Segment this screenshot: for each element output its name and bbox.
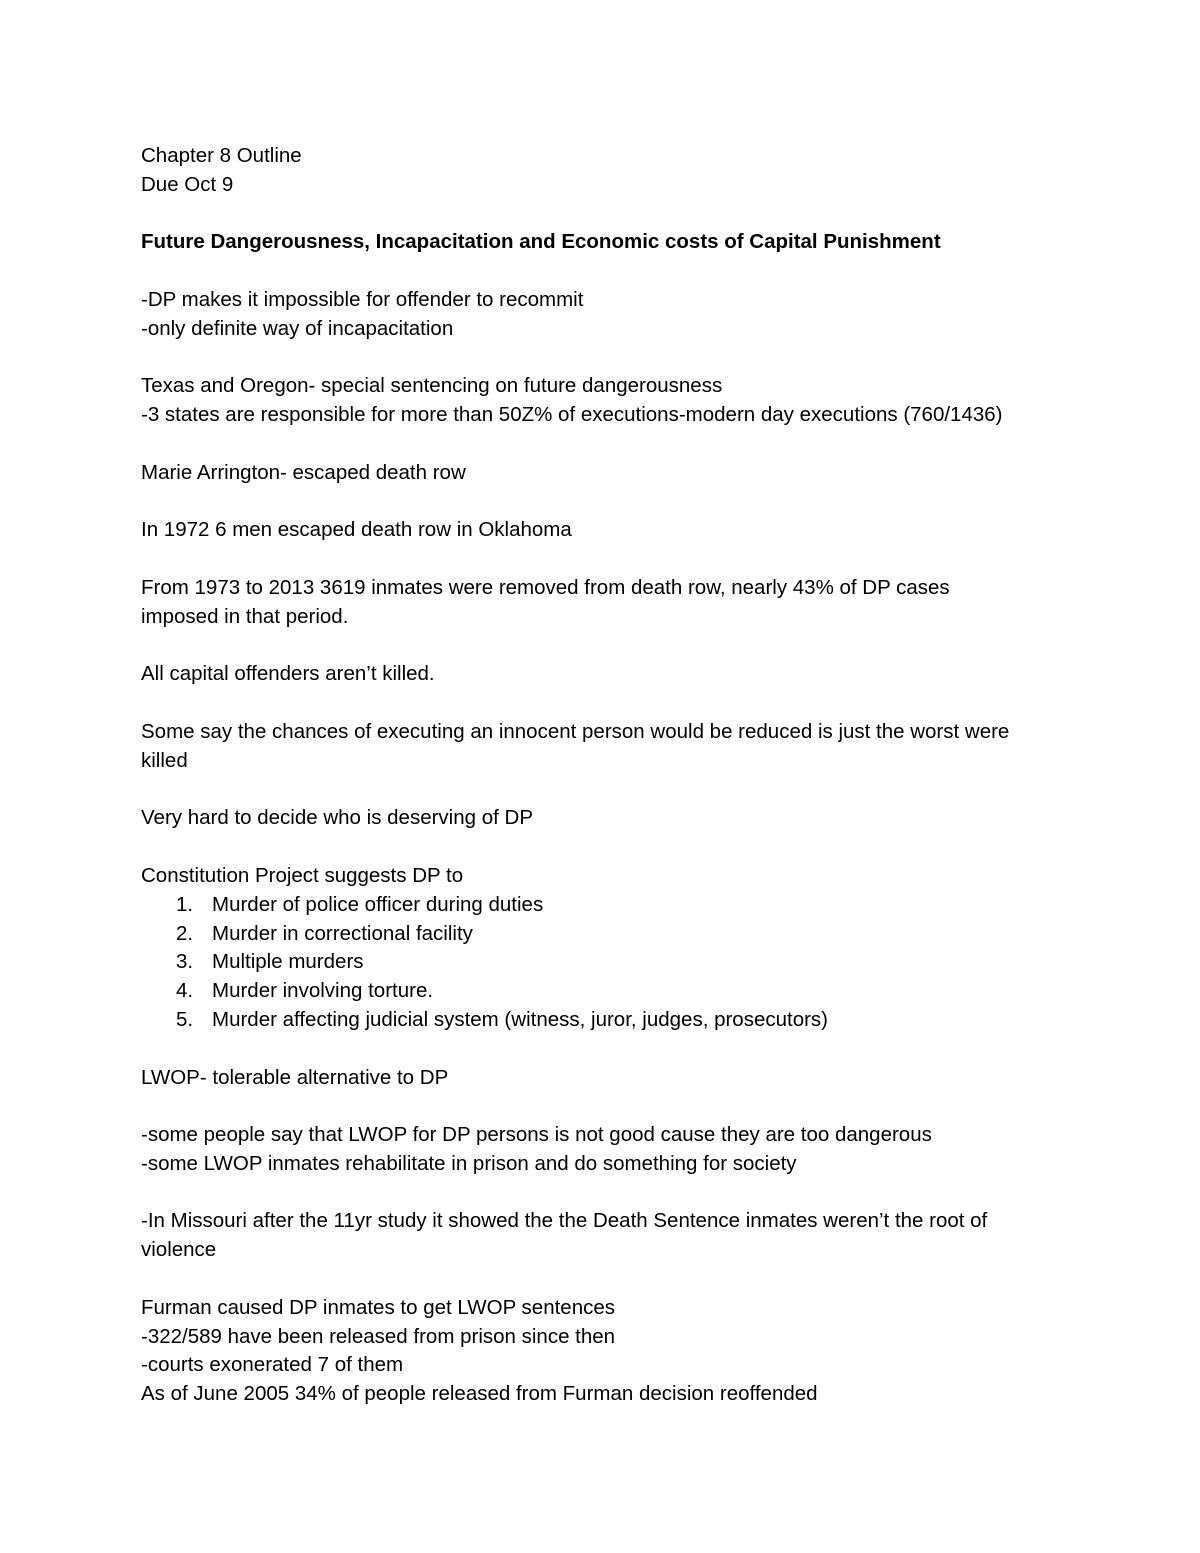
paragraph-line: -courts exonerated 7 of them [141,1353,404,1377]
paragraph-line: -DP makes it impossible for offender to recommit [141,287,584,311]
spacer [141,1092,1061,1121]
paragraph: Marie Arrington- escaped death row [141,460,466,484]
spacer [141,257,1061,286]
spacer [141,632,1061,661]
spacer [141,776,1061,805]
paragraph-line: As of June 2005 34% of people released from Furman decision reoffended [141,1382,818,1406]
paragraph-line: -some people say that LWOP for DP persons is not good cause they are too dangerous [141,1123,932,1147]
paragraph: All capital offenders aren’t killed. [141,662,435,686]
spacer [141,430,1061,459]
list-item: 4. Murder involving torture. [176,979,434,1003]
paragraph-line: Texas and Oregon- special sentencing on future dangerousness [141,374,723,398]
due-date: Due Oct 9 [141,172,234,196]
numbered-list [141,891,1061,1035]
paragraph-line: -only definite way of incapacitation [141,316,454,340]
paragraph-line: -some LWOP inmates rehabilitate in prison and do something for society [141,1151,797,1175]
list-item: 3. Multiple murders [176,950,364,974]
section-heading: Future Dangerousness, Incapacitation and Economic costs of Capital Punishment [141,230,941,254]
spacer [141,1179,1061,1208]
paragraph: From 1973 to 2013 3619 inmates were removed from death row, nearly 43% of DP cases imposed in that period. [141,575,950,628]
paragraph: In 1972 6 men escaped death row in Oklahoma [141,518,572,542]
spacer [141,689,1061,718]
paragraph: -In Missouri after the 11yr study it showed the the Death Sentence inmates weren’t the root of violence [141,1209,988,1262]
document-title: Chapter 8 Outline [141,144,302,167]
paragraph: Very hard to decide who is deserving of DP [141,806,533,830]
spacer [141,488,1061,517]
list-item: 2. Murder in correctional facility [176,921,473,945]
paragraph-line: -3 states are responsible for more than 50Z% of executions-modern day executions (760/1436) [141,403,1003,427]
document-body [141,142,1061,1409]
spacer [141,1265,1061,1294]
paragraph: Some say the chances of executing an innocent person would be reduced is just the worst were killed [141,719,1010,772]
spacer [141,344,1061,373]
spacer [141,545,1061,574]
list-item: 1. Murder of police officer during duties [176,892,544,916]
paragraph-line: -322/589 have been released from prison since then [141,1324,616,1348]
paragraph-line: Furman caused DP inmates to get LWOP sentences [141,1295,616,1319]
spacer [141,1035,1061,1064]
list-intro: Constitution Project suggests DP to [141,863,464,887]
list-item: 5. Murder affecting judicial system (witness, juror, judges, prosecutors) [176,1007,829,1031]
paragraph: LWOP- tolerable alternative to DP [141,1065,449,1089]
spacer [141,200,1061,229]
spacer [141,833,1061,862]
